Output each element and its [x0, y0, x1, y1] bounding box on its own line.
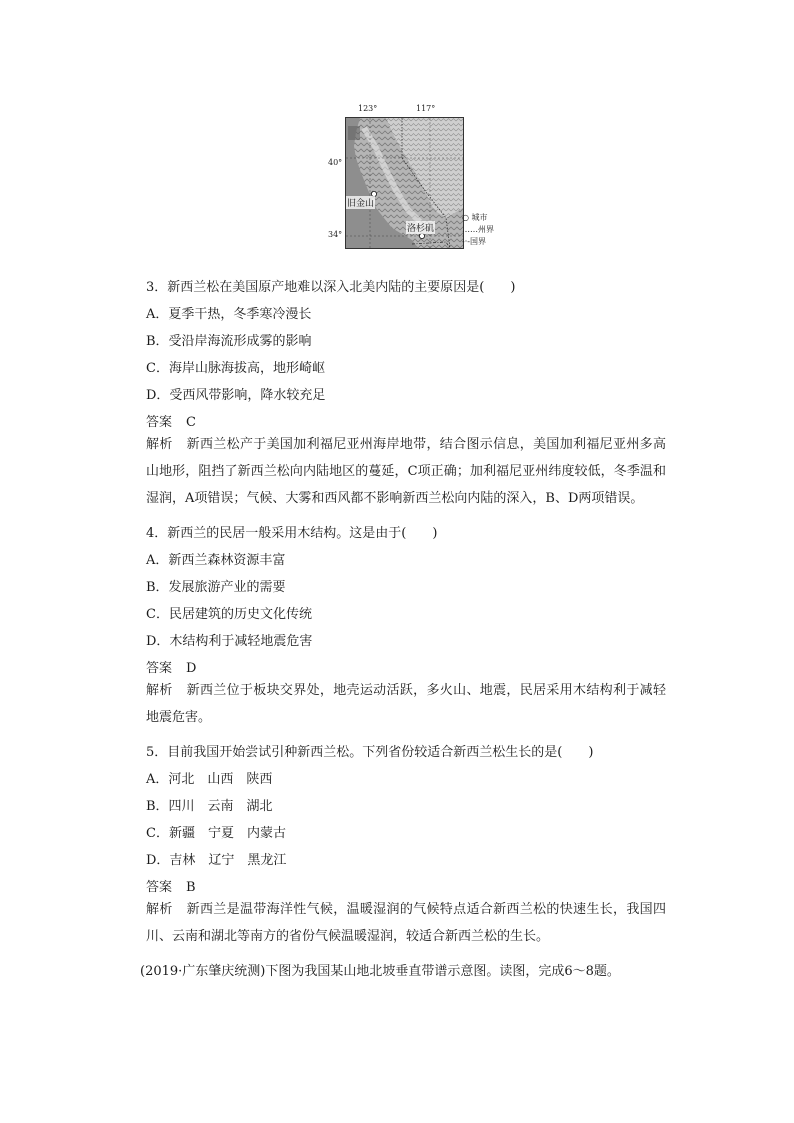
next-section-intro: (2019·广东肇庆统测)下图为我国某山地北坡垂直带谱示意图。读图，完成6～8题。 — [140, 964, 620, 979]
q3-analysis — [146, 432, 666, 512]
q5-stem: 5．目前我国开始尝试引种新西兰松。下列省份较适合新西兰松生长的是( ) — [146, 745, 594, 760]
q5-answer-label: 答案 — [146, 880, 173, 895]
q4-analysis-text: 新西兰位于板块交界处，地壳运动活跃，多火山、地震，民居采用木结构利于减轻地震危害。 — [146, 683, 666, 725]
coastal-dark-patch — [348, 126, 360, 140]
q4-analysis-label: 解析 — [146, 683, 173, 698]
california-map-figure — [326, 100, 502, 250]
q3-option-a: A．夏季干热，冬季寒冷漫长 — [146, 307, 312, 322]
city-label-sf: 旧金山 — [346, 196, 375, 209]
q5-option-a: A．河北 山西 陕西 — [146, 772, 273, 787]
q5-option-b: B．四川 云南 湖北 — [146, 799, 273, 814]
q4-option-a: A．新西兰森林资源丰富 — [146, 553, 286, 568]
q4-analysis — [146, 678, 666, 732]
q3-answer-value: C — [186, 415, 196, 430]
q5-option-c: C．新疆 宁夏 内蒙古 — [146, 826, 286, 841]
q3-answer-label: 答案 — [146, 415, 173, 430]
q4-option-c: C．民居建筑的历史文化传统 — [146, 607, 312, 622]
longitude-label-117: 117° — [416, 104, 436, 113]
q3-analysis-label: 解析 — [146, 437, 173, 452]
q3-answer — [146, 411, 196, 430]
q5-option-d: D．吉林 辽宁 黑龙江 — [146, 853, 287, 868]
legend-country-border: -·-国界 — [462, 237, 486, 246]
longitude-label-123: 123° — [358, 104, 378, 113]
q3-option-d: D．受西风带影响，降水较充足 — [146, 388, 326, 403]
map-image — [345, 117, 464, 249]
q4-option-b: B．发展旅游产业的需要 — [146, 580, 286, 595]
q4-stem: 4．新西兰的民居一般采用木结构。这是由于( ) — [146, 526, 438, 541]
q3-option-b: B．受沿岸海流形成雾的影响 — [146, 334, 312, 349]
city-marker-la — [419, 233, 424, 238]
latitude-label-40: 40° — [328, 158, 343, 167]
q5-analysis — [146, 897, 666, 951]
q4-answer — [146, 657, 196, 676]
q5-answer — [146, 876, 196, 895]
latitude-label-34: 34° — [328, 230, 343, 239]
q3-option-c: C．海岸山脉海拔高，地形崎岖 — [146, 361, 325, 376]
q5-answer-value: B — [186, 880, 196, 895]
q3-stem: 3．新西兰松在美国原产地难以深入北美内陆的主要原因是( ) — [146, 280, 516, 295]
q4-answer-value: D — [186, 661, 197, 676]
legend-state-border: ……州界 — [462, 225, 494, 234]
q3-analysis-text: 新西兰松产于美国加利福尼亚州海岸地带，结合图示信息，美国加利福尼亚州多高山地形，阻挡了新西兰松向内陆地区的蔓延，C项正确；加利福尼亚州纬度较低，冬季温和湿润，A项错误；气候、大雾和西风都不影响新西兰松向内陆的深入，B、D两项错误。 — [146, 437, 666, 506]
city-label-la: 洛杉矶 — [406, 221, 435, 234]
q4-answer-label: 答案 — [146, 661, 173, 676]
q5-analysis-text: 新西兰是温带海洋性气候，温暖湿润的气候特点适合新西兰松的快速生长，我国四川、云南和湖北等南方的省份气候温暖湿润，较适合新西兰松的生长。 — [146, 902, 666, 944]
legend-city: ○ 城市 — [462, 213, 488, 222]
q4-option-d: D．木结构利于减轻地震危害 — [146, 634, 313, 649]
q5-analysis-label: 解析 — [146, 902, 173, 917]
map-legend — [462, 212, 494, 248]
terrain-map-graphic — [346, 118, 463, 248]
